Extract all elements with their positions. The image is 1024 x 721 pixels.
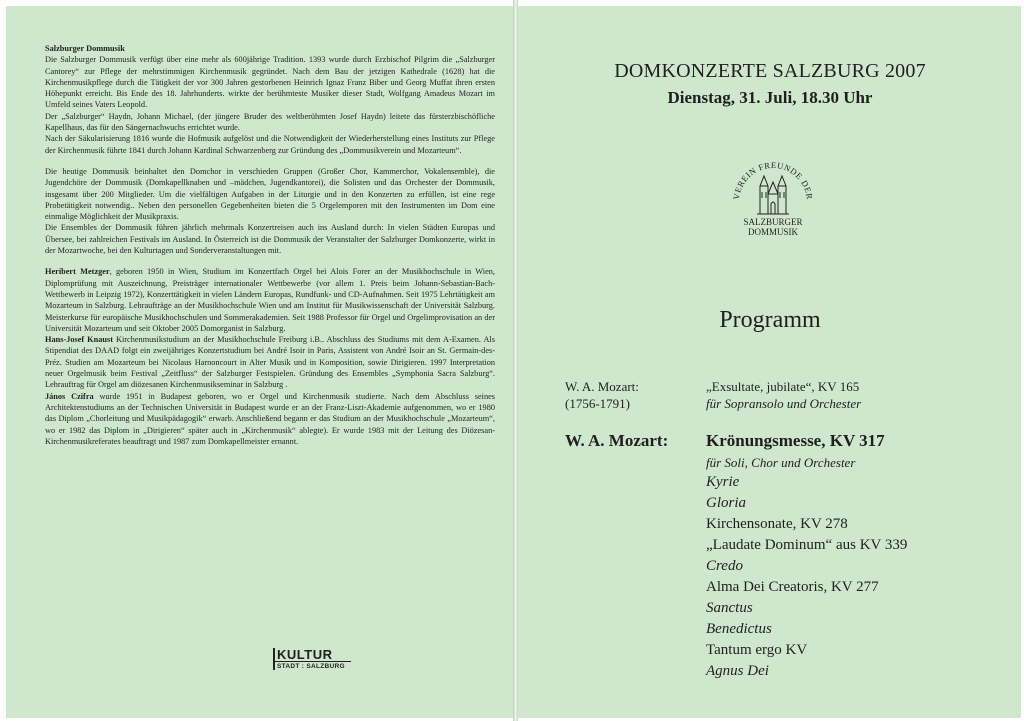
logo-line-2: DOMMUSIK (747, 227, 799, 237)
composer-1-dates: (1756-1791) (565, 396, 630, 411)
bio-metzger-name: Heribert Metzger (45, 267, 110, 277)
work-1-subtitle: für Sopransolo und Orchester (706, 396, 862, 411)
concert-date: Dienstag, 31. Juli, 18.30 Uhr (667, 88, 873, 107)
left-text-column (45, 43, 495, 447)
movement: Credo (706, 558, 743, 574)
movement: Kyrie (706, 474, 740, 490)
composer-2: W. A. Mozart: (565, 431, 669, 450)
movement: Tantum ergo KV (706, 642, 808, 658)
dommusik-paragraph-1: Die Salzburger Dommusik verfügt über eine mehr als 600jährige Tradition. 1393 wurde durch Erzbischof Pilgrim die „Salzburger Cantorey“ zur Pflege der mehrstimmigen Kirchenmusik gegründet. Nach dem Bau der jetzigen Kathedrale (1628) hat die Kirchenmusikpflege durch die Tätigkeit der vor 300 Jahren gestorbenen Heinrich Ignaz Franz Biber und Georg Muffat ihren ersten Höhepunkt erreicht. Bis Ende des 18. Jahrhunderts. wirkte der berühmteste Musiker dieser Stadt, Wolfgang Amadeus Mozart im Umfeld seines Vaters Leopold. (45, 55, 495, 110)
bio-knaust-text: Kirchenmusikstudium an der Musikhochschule Freiburg i.B.. Abschluss des Studiums mit dem A-Examen. Als Stipendiat des DAAD folgt ein zweijähriges Konzertstudium bei André Isoir in Paris, Assistent von André Isoir an St. Germain-des-Préz. Studien am Mozarteum bei Nicolaus Harnoncourt in Alter Musik und in Komposition, sowie Dirigieren. 1997 Interpretation neuer Orgelmusik beim Festival „Zeitfluss“ der Salzburger Festspielen. Gründung des Ensembles „Symphonia Sacra Salzburg“. Lehrauftrag für Orgel am diözesanen Kirchenmusikseminar in Salzburg . (45, 335, 496, 390)
dommusik-paragraph-3: Nach der Säkularisierung 1816 wurde die Hofmusik aufgelöst und die Notwendigkeit der Wiederherstellung eines Instituts zur Pflege der Kirchenmusik führte 1841 durch Johann Kardinal Schwarzenberg zur Gründung des „Dommusikverein und Mozarteum“. (45, 134, 495, 155)
logo-line-1: SALZBURGER (743, 217, 803, 227)
bio-metzger-text: , geboren 1950 in Wien, Studium im Konzertfach Orgel bei Alois Forer an der Musikhochschule in Wien, Diplomprüfung mit Auszeichnung, Preisträger internationaler Wettbewerbe (vor allem 1. Preis beim Johann-Sebastian-Bach-Wettbewerb in Leipzig 1972), Konzerttätigkeit in vielen Ländern Europas, Rundfunk- und CD-Aufnahmen. Seit 1975 Lehrtätigkeit am Mozarteum in Salzburg. Lehraufträge an der Musikhochschule Wien und am Institut für Musikwissenschaft der Universität Salzburg. Meisterkurse für europäische Musikhochschulen und Sommerakademien. Seit 1988 Professor für Orgel und Orgelimprovisation an der Universität Mozarteum und seit Oktober 2005 Domorganist in Salzburg. (45, 267, 495, 333)
bio-czifra-text: wurde 1951 in Budapest geboren, wo er Orgel und Kirchenmusik studierte. Nach dem Abschluss seines Architektenstudiums an der Technischen Universität in Budapest wurde er an der Franz-Liszt-Akademie aufgenommen, wo er 1980 das Diplom „Chorleitung und Musikpädagogik“ erwarb. Anschließend begann er das Studium an der Musikhochschule „Mozarteum“, wo er 1982 das Diplom in „Dirigieren“ später auch in „Kirchenmusik“ ablegte). Er wurde 1983 mit der Leitung des Diözesan-Kirchenmusikreferates beauftragt und 1987 zum Domkapellmeister ernannt. (45, 391, 496, 446)
movement: Benedictus (706, 621, 772, 637)
bio-czifra (45, 391, 495, 447)
work-1: „Exsultate, jubilate“, KV 165 (706, 379, 860, 394)
bio-czifra-name: János Czifra (45, 391, 94, 401)
composer-1: W. A. Mozart: (565, 379, 639, 394)
logo-arc-text: VEREIN FREUNDE DER (730, 159, 815, 201)
movement: Gloria (706, 495, 747, 511)
concert-title: DOMKONZERTE SALZBURG 2007 (614, 60, 926, 82)
work-2: Krönungsmesse, KV 317 (706, 431, 885, 450)
dommusik-heading: Salzburger Dommusik (45, 44, 125, 53)
kultur-logo-sub: STADT : SALZBURG (277, 663, 345, 670)
kultur-logo (273, 648, 351, 670)
programm-heading: Programm (719, 307, 821, 333)
cathedral-icon (727, 158, 819, 242)
bio-knaust (45, 334, 495, 390)
right-page (518, 6, 1021, 718)
movement: Sanctus (706, 600, 753, 616)
movement: Kirchensonate, KV 278 (706, 516, 848, 532)
movement: Agnus Dei (706, 663, 769, 679)
movement: „Laudate Dominum“ aus KV 339 (706, 537, 908, 553)
bio-metzger (45, 266, 495, 334)
dommusik-paragraph-4: Die heutige Dommusik beinhaltet den Domchor in verschieden Gruppen (Großer Chor, Kammerchor, Vokalensemble), die Jugendchöre der Dommusik (Domkapellknaben und –mädchen, Jugendkantorei), die Solisten und das Orchester der Dommusik, insgesamt über 200 Mitglieder. Um die vielfältigen Aufgaben in der Liturgie und in den Konzerten zu erfüllen, ist eine rege Probetätigkeit notwendig.. Neben den personellen Gegebenheiten bieten die 5 Orgelemporen mit den Instrumenten im Dom eine einmalige Möglichkeit der Musikpraxis. (45, 166, 495, 222)
center-fold (513, 0, 518, 721)
kultur-logo-word: KULTUR (273, 648, 351, 662)
bio-knaust-name: Hans-Josef Knaust (45, 335, 113, 345)
movement: Alma Dei Creatoris, KV 277 (706, 579, 879, 595)
work-2-subtitle: für Soli, Chor und Orchester (706, 455, 856, 470)
verein-logo (727, 158, 819, 242)
dommusik-paragraph-5: Die Ensembles der Dommusik führen jährlich mehrmals Konzertreisen auch ins Ausland durch: In vielen Städten Europas und Übersee, bei zahlreichen Festivals im Ausland. In Österreich ist die Dommusik der Veranstalter der Salzburger Domkonzerte, wirkt in der Mozartwoche, bei den Kulturtagen und Sonderveranstaltungen mit. (45, 223, 495, 256)
dommusik-paragraph-2: Der „Salzburger“ Haydn, Johann Michael, (der jüngere Bruder des weltberühmten Josef Haydn) leitete das fürsterzbischöfliche Kapellhaus, das für den Sängernachwuchs errichtet wurde. (45, 111, 495, 133)
